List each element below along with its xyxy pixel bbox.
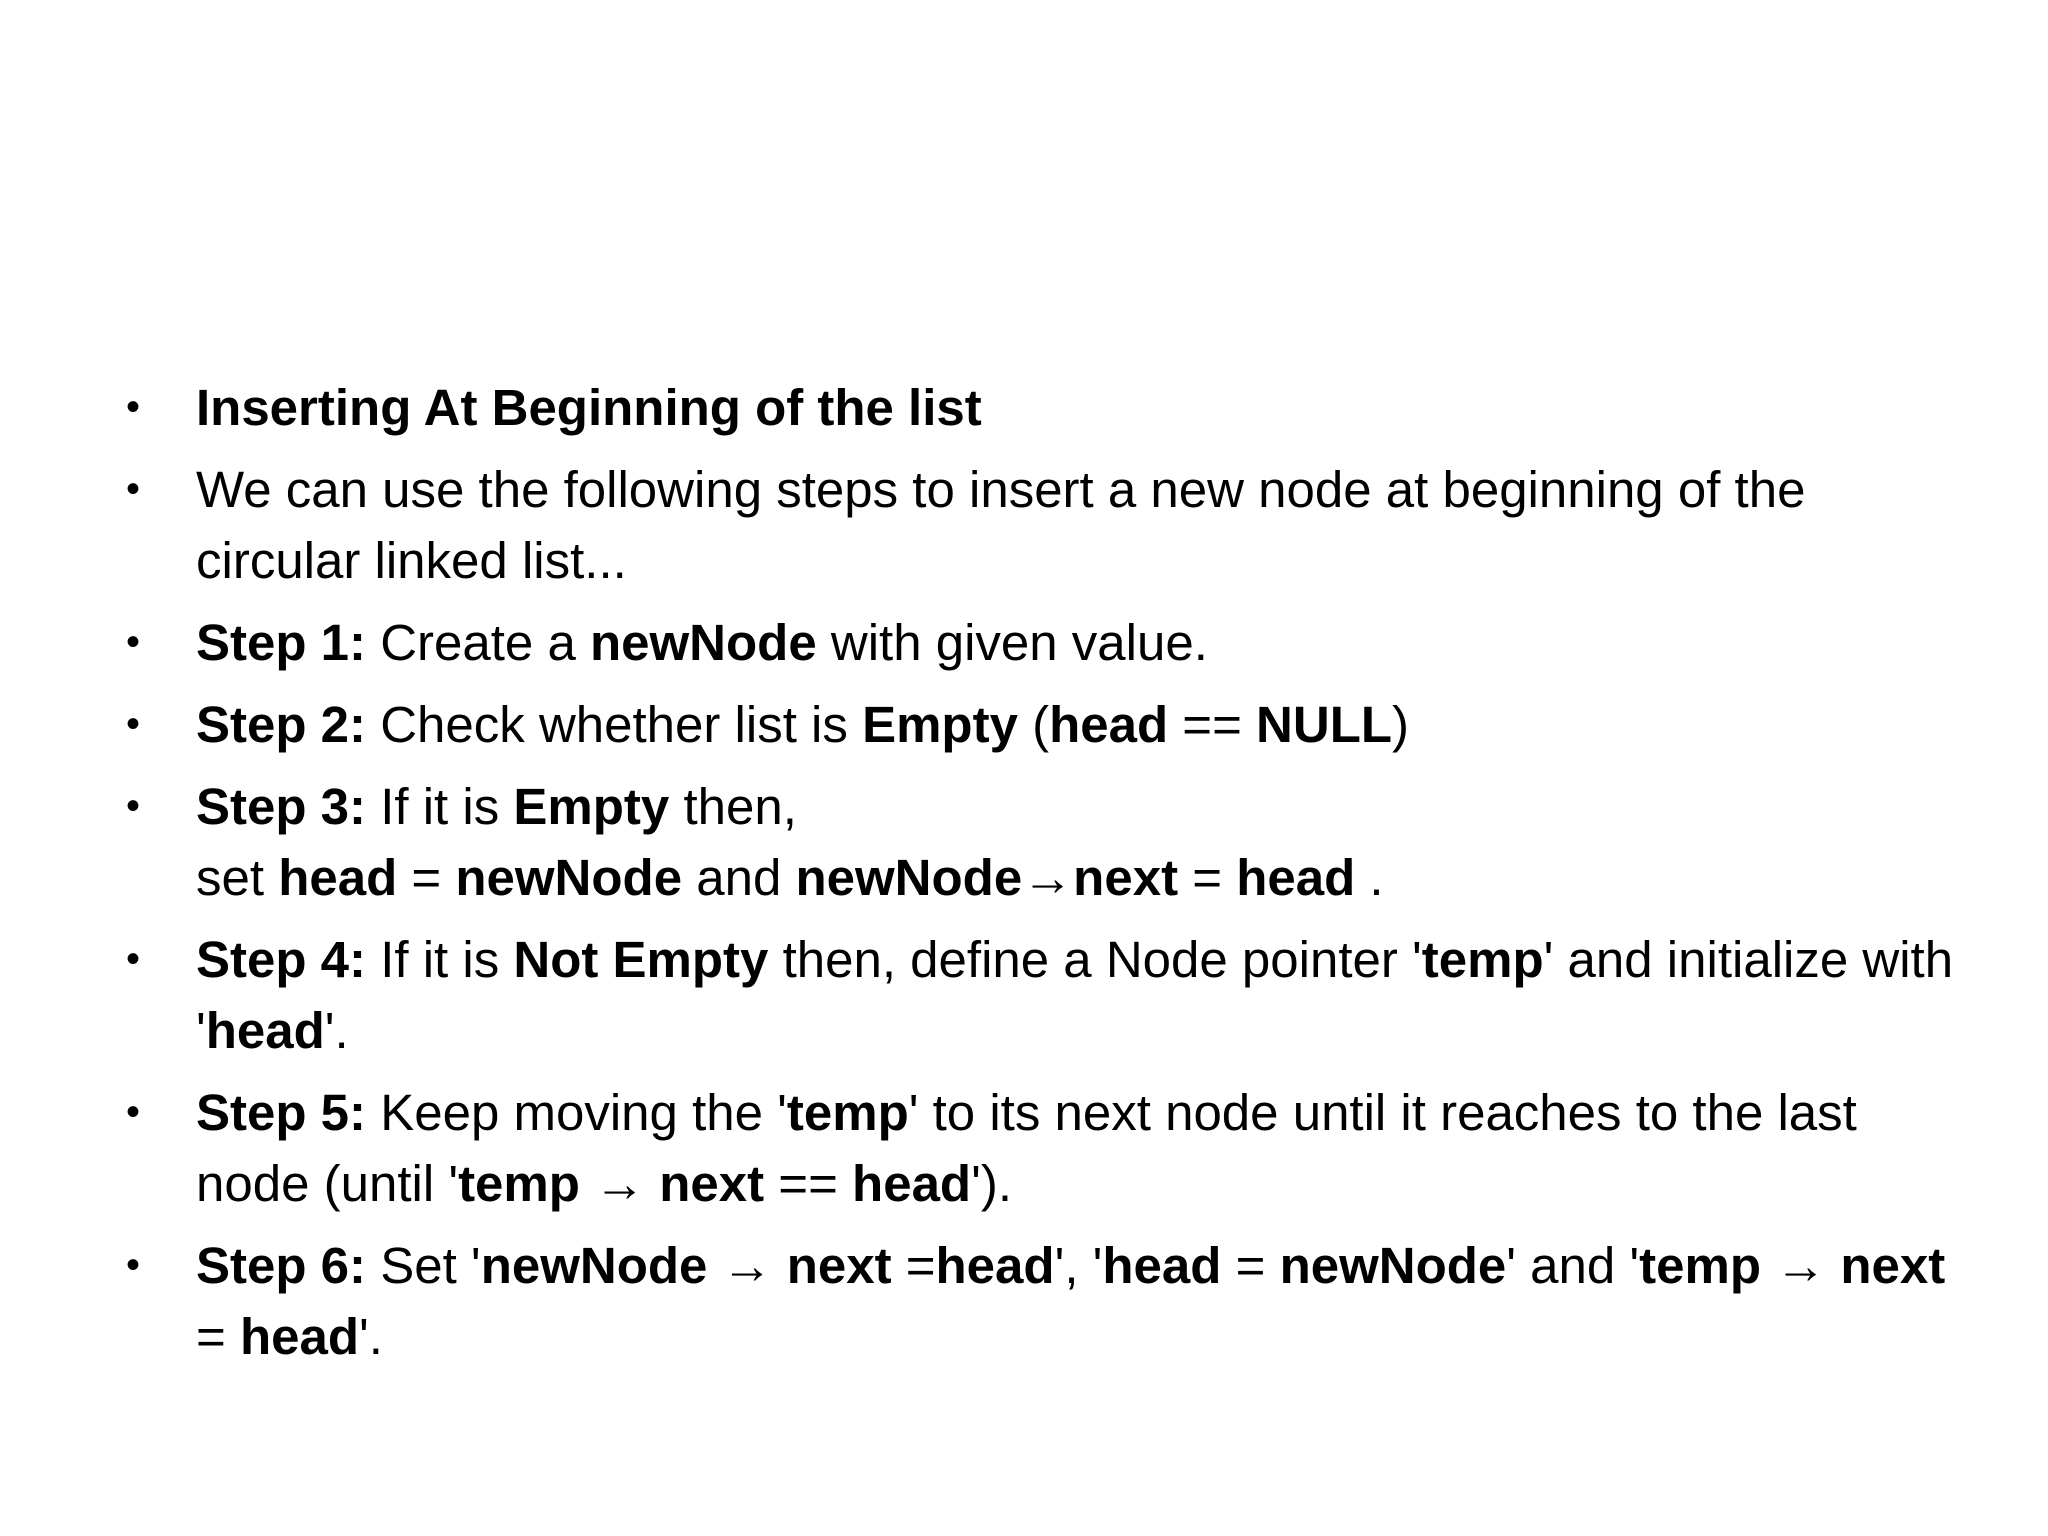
text-run: We can use the following steps to insert a new node at beginning of the circular linked list... [196, 461, 1806, 589]
text-run: ' to its next node until it reaches to the last node (until ' [196, 1084, 1857, 1212]
text-run: '. [324, 1002, 349, 1059]
text-run: ', ' [1054, 1237, 1103, 1294]
bold-text-run: NULL [1256, 696, 1393, 753]
bold-text-run: Step 2: [196, 696, 367, 753]
text-run: . [1355, 849, 1384, 906]
text-run: set [196, 849, 279, 906]
text-run: = [891, 1237, 936, 1294]
bold-text-run: head [1102, 1237, 1222, 1294]
bullet-list [120, 372, 1960, 1383]
bold-text-run: head [205, 1002, 325, 1059]
bullet-dot: • [126, 1090, 141, 1134]
bullet-item [120, 689, 1960, 760]
bullet-dot: • [126, 1243, 141, 1287]
bullet-dot: • [126, 784, 141, 828]
bold-text-run: temp [786, 1084, 909, 1141]
bold-text-run: newNode [1279, 1237, 1507, 1294]
bullet-dot: • [126, 702, 141, 746]
bold-text-run: Inserting At Beginning of the list [196, 379, 982, 436]
bold-text-run: Step 5: [196, 1084, 367, 1141]
text-run: Check whether list is [366, 696, 863, 753]
bullet-dot: • [126, 467, 141, 511]
bold-text-run: head [852, 1155, 972, 1212]
text-run: ' and ' [1506, 1237, 1640, 1294]
text-run: = [196, 1308, 240, 1365]
bullet-dot: • [126, 385, 141, 429]
bullet-item [120, 454, 1960, 596]
bullet-dot: • [126, 620, 141, 664]
bullet-item [120, 771, 1960, 913]
bold-text-run: Not Empty [513, 931, 769, 988]
text-run: Set ' [366, 1237, 481, 1294]
text-run: '). [971, 1155, 1012, 1212]
text-run: ) [1392, 696, 1409, 753]
bold-text-run: Empty [513, 778, 670, 835]
bold-text-run: temp [1421, 931, 1544, 988]
bold-text-run: Step 4: [196, 931, 367, 988]
text-run: == [1168, 696, 1257, 753]
bold-text-run: head [278, 849, 398, 906]
text-run: '. [359, 1308, 383, 1365]
bold-text-run: Step 3: [196, 778, 367, 835]
text-run: Create a [366, 614, 590, 671]
bullet-item [120, 372, 1960, 443]
text-run: == [764, 1155, 853, 1212]
bold-text-run: Step 1: [196, 614, 367, 671]
bold-text-run: head [239, 1308, 359, 1365]
bold-text-run: temp → next [1639, 1237, 1946, 1294]
text-run: = [397, 849, 456, 906]
bullet-item [120, 607, 1960, 678]
text-run: If it is [366, 778, 514, 835]
bullet-dot: • [126, 937, 141, 981]
bold-text-run: temp → next [458, 1155, 765, 1212]
bold-text-run: newNode [590, 614, 817, 671]
text-run: then, define a Node pointer ' [768, 931, 1422, 988]
bold-text-run: Step 6: [196, 1237, 367, 1294]
text-run: Keep moving the ' [366, 1084, 787, 1141]
text-run: with given value. [816, 614, 1208, 671]
bullet-item [120, 1077, 1960, 1219]
text-run: ( [1017, 696, 1050, 753]
text-run: and [682, 849, 796, 906]
bullet-item [120, 924, 1960, 1066]
text-run: = [1178, 849, 1237, 906]
text-run: then, [669, 778, 797, 835]
bold-text-run: newNode → next [480, 1237, 892, 1294]
text-run: ' and initialize with ' [196, 931, 1954, 1059]
text-run: = [1221, 1237, 1280, 1294]
bold-text-run: head [1236, 849, 1356, 906]
bold-text-run: Empty [862, 696, 1018, 753]
text-run: If it is [366, 931, 514, 988]
bold-text-run: head [935, 1237, 1055, 1294]
bullet-item [120, 1230, 1960, 1372]
bold-text-run: newNode [455, 849, 683, 906]
bold-text-run: head [1049, 696, 1169, 753]
bold-text-run: newNode→next [795, 849, 1179, 906]
